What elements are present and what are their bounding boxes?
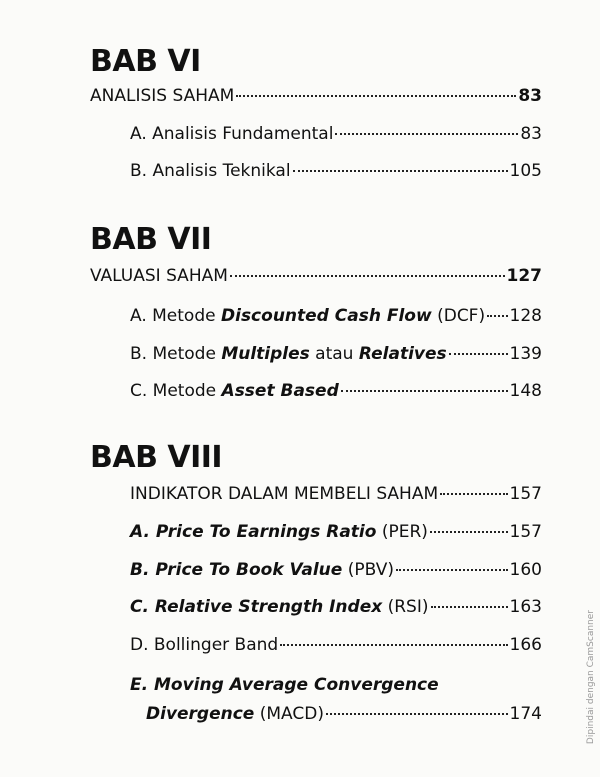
toc-section-row[interactable] [90,266,542,286]
page-number: 83 [520,124,542,144]
page-number: 139 [509,344,542,364]
dot-leader [396,569,508,571]
entry-prefix: B. Metode [130,344,222,364]
entry-emphasis: Divergence [146,704,255,724]
page-number: 163 [509,597,542,617]
entry-suffix: (PBV) [342,560,395,580]
page-number: 83 [518,86,542,106]
chapter-title: BAB VIII [90,440,223,475]
page-number: 148 [509,381,542,401]
entry-label: A. Analisis Fundamental [130,124,334,144]
section-label: VALUASI SAHAM [90,266,228,286]
toc-section-row[interactable] [130,484,542,504]
page-number: 105 [509,161,542,181]
toc-entry-row[interactable] [130,306,542,326]
toc-entry-row[interactable] [130,635,542,655]
entry-emphasis: Multiples [221,344,310,364]
entry-emphasis: Discounted Cash Flow [221,306,432,326]
page-number: 160 [509,560,542,580]
section-label: INDIKATOR DALAM MEMBELI SAHAM [130,484,439,504]
toc-entry-row[interactable] [130,161,542,181]
entry-label [130,522,428,542]
dot-leader [236,95,516,97]
chapter-title: BAB VI [90,44,201,79]
entry-emphasis: Asset Based [221,381,339,401]
toc-entry-row[interactable] [130,560,542,580]
entry-suffix: (RSI) [382,597,429,617]
entry-label-line-1[interactable]: E. Moving Average Convergence [130,675,439,695]
dot-leader [430,531,508,533]
entry-label [130,597,429,617]
dot-leader [440,493,507,495]
entry-emphasis: A. Price To Earnings Ratio [130,522,377,542]
entry-suffix: (DCF) [431,306,486,326]
entry-label: B. Analisis Teknikal [130,161,291,181]
entry-prefix: A. Metode [130,306,221,326]
section-label: ANALISIS SAHAM [90,86,235,106]
chapter-title: BAB VII [90,222,212,257]
entry-suffix: (PER) [376,522,428,542]
entry-label [130,344,447,364]
entry-label [146,704,324,724]
entry-label [130,306,485,326]
entry-middle: atau [309,344,359,364]
toc-entry-row[interactable] [130,381,542,401]
entry-suffix: (MACD) [254,704,324,724]
dot-leader [293,170,508,172]
dot-leader [487,315,507,317]
page-number: 174 [509,704,542,724]
page-number: 127 [506,266,542,286]
dot-leader [341,390,508,392]
scanner-watermark: Dipindai dengan CamScanner [586,610,596,745]
entry-emphasis-2: Relatives [358,344,447,364]
page-number: 128 [509,306,542,326]
entry-label: D. Bollinger Band [130,635,279,655]
dot-leader [280,644,507,646]
dot-leader [230,275,505,277]
entry-label [130,381,339,401]
page-number: 166 [509,635,542,655]
entry-emphasis: C. Relative Strength Index [130,597,383,617]
toc-entry-row[interactable] [146,704,542,724]
toc-section-row[interactable] [90,86,542,106]
toc-entry-row[interactable] [130,344,542,364]
dot-leader [431,606,508,608]
dot-leader [449,353,508,355]
page-number: 157 [509,522,542,542]
toc-entry-row[interactable] [130,597,542,617]
entry-emphasis: B. Price To Book Value [130,560,343,580]
toc-entry-row[interactable] [130,124,542,144]
toc-entry-row[interactable] [130,522,542,542]
dot-leader [326,713,508,715]
page-number: 157 [509,484,542,504]
entry-prefix: C. Metode [130,381,222,401]
dot-leader [335,133,518,135]
entry-label [130,560,394,580]
